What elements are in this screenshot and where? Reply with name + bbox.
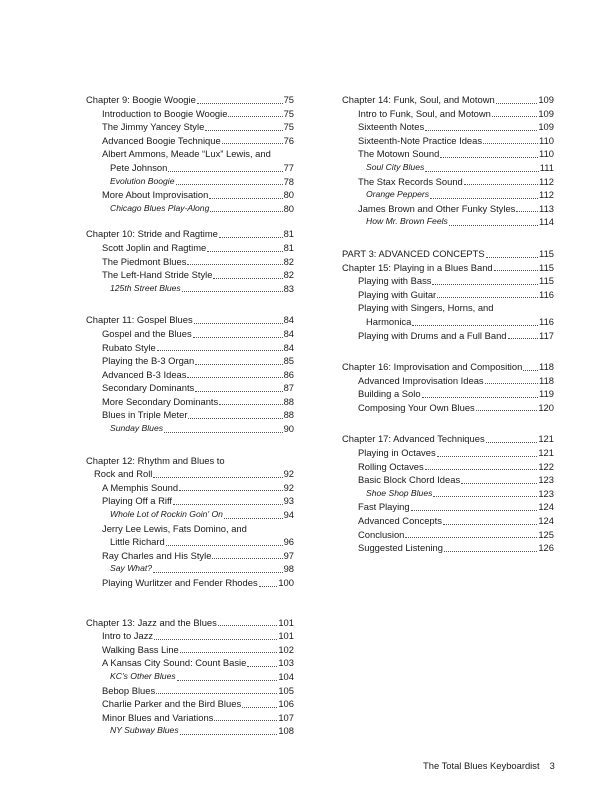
toc-entry[interactable]: Advanced Concepts 124 <box>358 515 554 527</box>
toc-right-column <box>342 93 554 555</box>
toc-entry[interactable]: A Kansas City Sound: Count Basie 103 <box>102 657 294 669</box>
toc-entry[interactable]: Sixteenth-Note Practice Ideas 110 <box>358 134 554 146</box>
toc-entry[interactable]: Suggested Listening 126 <box>358 542 554 554</box>
toc-entry[interactable]: Charlie Parker and the Bird Blues 106 <box>102 698 294 710</box>
toc-entry[interactable]: Fast Playing 124 <box>358 501 554 513</box>
toc-entry[interactable]: Minor Blues and Variations 107 <box>102 711 294 723</box>
toc-entry[interactable]: Rubato Style 84 <box>102 341 294 353</box>
toc-chapter-11[interactable]: Chapter 11: Gospel Blues 84 <box>86 314 294 326</box>
toc-entry[interactable]: Building a Solo 119 <box>358 388 554 400</box>
toc-entry-multiline[interactable]: Playing with Singers, Horns, and Harmonica 116 <box>358 302 554 327</box>
toc-entry[interactable]: The Left-Hand Stride Style 82 <box>102 269 294 281</box>
toc-entry[interactable]: Composing Your Own Blues 120 <box>358 401 554 413</box>
toc-entry[interactable]: Ray Charles and His Style 97 <box>102 549 294 561</box>
toc-entry[interactable]: More About Improvisation 80 <box>102 189 294 201</box>
toc-part-3[interactable]: PART 3: ADVANCED CONCEPTS 115 <box>342 247 554 259</box>
toc-entry[interactable]: Advanced B-3 Ideas 86 <box>102 368 294 380</box>
toc-chapter-9[interactable]: Chapter 9: Boogie Woogie 75 <box>86 94 294 105</box>
toc-entry[interactable]: Playing in Octaves 121 <box>358 447 554 459</box>
toc-chapter-15[interactable]: Chapter 15: Playing in a Blues Band 115 <box>342 261 554 273</box>
toc-entry[interactable]: Rolling Octaves 122 <box>358 460 554 472</box>
toc-entry[interactable]: Walking Bass Line 102 <box>102 643 294 655</box>
toc-chapter-16[interactable]: Chapter 16: Improvisation and Composition 118 <box>342 361 554 373</box>
toc-song-entry[interactable]: Orange Peppers 112 <box>366 189 554 201</box>
toc-entry[interactable]: Conclusion 125 <box>358 528 554 540</box>
toc-entry-multiline[interactable]: Albert Ammons, Meade “Lux” Lewis, and Pete Johnson 77 <box>102 148 294 173</box>
toc-entry[interactable]: Advanced Improvisation Ideas 118 <box>358 374 554 386</box>
toc-song-entry[interactable]: Chicago Blues Play-Along 80 <box>110 202 294 214</box>
toc-entry[interactable]: A Memphis Sound 92 <box>102 481 294 493</box>
toc-entry[interactable]: The Piedmont Blues 82 <box>102 255 294 267</box>
page-footer <box>423 760 555 771</box>
toc-entry[interactable]: Playing Wurlitzer and Fender Rhodes 100 <box>102 577 294 588</box>
toc-entry[interactable]: The Jimmy Yancey Style 75 <box>102 121 294 133</box>
toc-song-entry[interactable]: NY Subway Blues 108 <box>110 725 294 737</box>
toc-entry[interactable]: Basic Block Chord Ideas 123 <box>358 474 554 486</box>
toc-chapter-13[interactable]: Chapter 13: Jazz and the Blues 101 <box>86 616 294 628</box>
toc-chapter-10[interactable]: Chapter 10: Stride and Ragtime 81 <box>86 228 294 240</box>
toc-entry[interactable]: Sixteenth Notes 109 <box>358 121 554 133</box>
toc-entry[interactable]: Introduction to Boogie Woogie 75 <box>102 107 294 119</box>
toc-song-entry[interactable]: How Mr. Brown Feels 114 <box>366 216 554 228</box>
toc-entry[interactable]: More Secondary Dominants 88 <box>102 395 294 407</box>
toc-entry[interactable]: Intro to Jazz 101 <box>102 630 294 642</box>
toc-entry[interactable]: Bebop Blues 105 <box>102 684 294 696</box>
toc-entry[interactable]: James Brown and Other Funky Styles 113 <box>358 202 554 214</box>
toc-entry[interactable]: Playing Off a Riff 93 <box>102 495 294 507</box>
book-title: The Total Blues Keyboardist <box>423 760 540 771</box>
toc-entry[interactable]: Playing with Drums and a Full Band 117 <box>358 329 554 341</box>
toc-entry[interactable]: Blues in Triple Meter 88 <box>102 409 294 421</box>
page-number: 3 <box>549 760 555 771</box>
toc-song-entry[interactable]: 125th Street Blues 83 <box>110 282 294 294</box>
toc-song-entry[interactable]: Whole Lot of Rockin Goin' On 94 <box>110 509 294 521</box>
toc-entry[interactable]: Playing the B-3 Organ 85 <box>102 355 294 367</box>
toc-left-column <box>86 93 294 738</box>
toc-entry[interactable]: Playing with Guitar 116 <box>358 288 554 300</box>
toc-entry-multiline[interactable]: Jerry Lee Lewis, Fats Domino, and Little Richard 96 <box>102 522 294 548</box>
toc-song-entry[interactable]: Say What? 98 <box>110 563 294 575</box>
toc-entry[interactable]: The Motown Sound 110 <box>358 148 554 160</box>
toc-song-entry[interactable]: Sunday Blues 90 <box>110 423 294 435</box>
toc-song-entry[interactable]: KC's Other Blues 104 <box>110 670 294 682</box>
toc-entry[interactable]: The Stax Records Sound 112 <box>358 175 554 187</box>
toc-chapter-14[interactable]: Chapter 14: Funk, Soul, and Motown 109 <box>342 94 554 105</box>
toc-chapter-12[interactable]: Chapter 12: Rhythm and Blues to Rock and Roll 92 <box>86 454 294 480</box>
toc-entry[interactable]: Scott Joplin and Ragtime 81 <box>102 241 294 253</box>
toc-entry[interactable]: Gospel and the Blues 84 <box>102 327 294 339</box>
toc-chapter-17[interactable]: Chapter 17: Advanced Techniques 121 <box>342 433 554 445</box>
toc-song-entry[interactable]: Shoe Shop Blues 123 <box>366 487 554 499</box>
toc-song-entry[interactable]: Soul City Blues 111 <box>366 161 554 173</box>
toc-entry[interactable]: Advanced Boogie Technique 76 <box>102 134 294 146</box>
toc-song-entry[interactable]: Evolution Boogie 78 <box>110 175 294 187</box>
toc-entry[interactable]: Intro to Funk, Soul, and Motown 109 <box>358 107 554 119</box>
toc-entry[interactable]: Secondary Dominants 87 <box>102 382 294 394</box>
toc-entry[interactable]: Playing with Bass 115 <box>358 275 554 287</box>
